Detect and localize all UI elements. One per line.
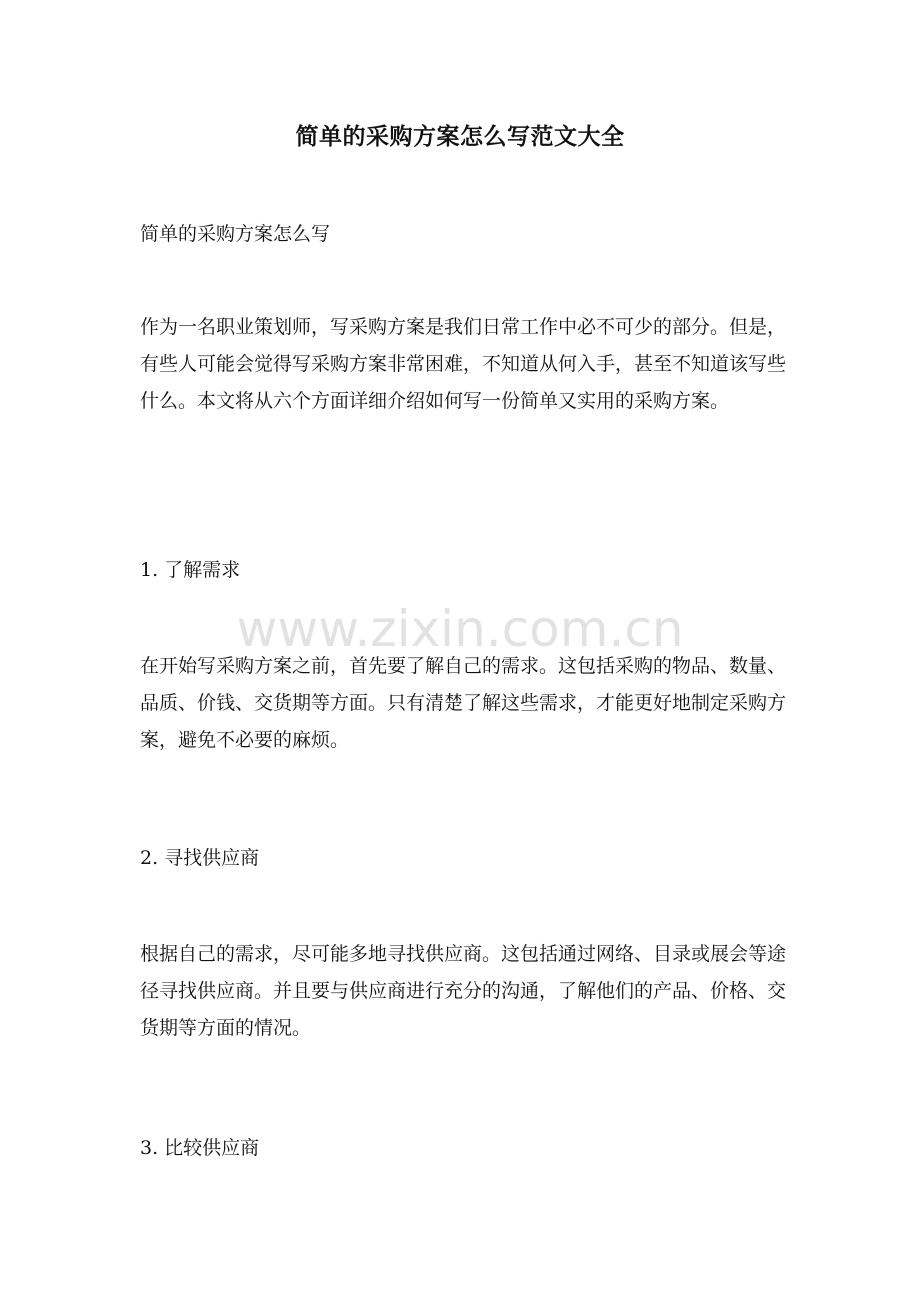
section-heading-3: 3. 比较供应商 xyxy=(140,1137,260,1159)
section-heading-1: 1. 了解需求 xyxy=(140,559,241,581)
intro-paragraph: 作为一名职业策划师，写采购方案是我们日常工作中必不可少的部分。但是，有些人可能会觉得写采购方案非常困难，不知道从何入手，甚至不知道该写些什么。本文将从六个方面详细介绍如何写一份简单又实用的采购方案。 xyxy=(140,316,787,412)
section-body-2: 根据自己的需求，尽可能多地寻找供应商。这包括通过网络、目录或展会等途径寻找供应商。并且要与供应商进行充分的沟通，了解他们的产品、价格、交货期等方面的情况。 xyxy=(140,943,787,1039)
section-heading-2: 2. 寻找供应商 xyxy=(140,847,260,869)
section-body-1: 在开始写采购方案之前，首先要了解自己的需求。这包括采购的物品、数量、品质、价钱、交货期等方面。只有清楚了解这些需求，才能更好地制定采购方案，避免不必要的麻烦。 xyxy=(140,655,787,751)
document-title: 简单的采购方案怎么写范文大全 xyxy=(295,123,625,150)
watermark-text: www.zixin.com.cn xyxy=(236,600,684,658)
document-subtitle: 简单的采购方案怎么写 xyxy=(140,223,331,245)
